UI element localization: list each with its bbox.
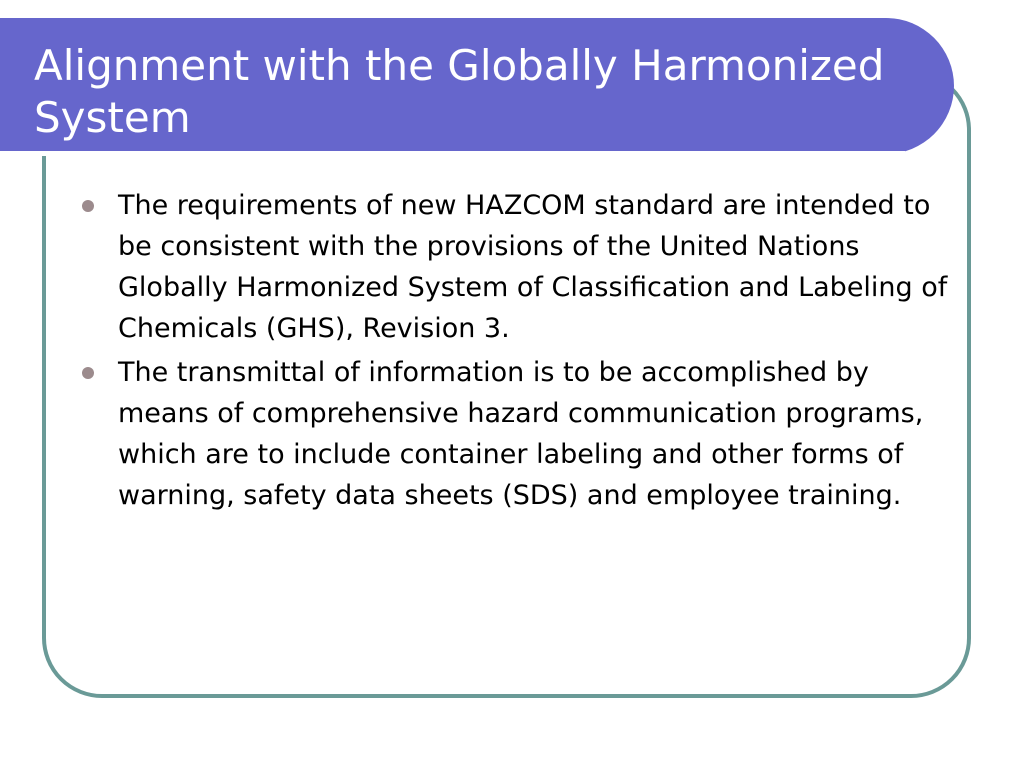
- slide-title: Alignment with the Globally Harmonized System: [34, 41, 885, 142]
- bullet-text: The transmittal of information is to be accomplished by means of comprehensive hazard communication programs, which are to include container labeling and other forms of warning, safety data sheets (SDS) and employee training.: [118, 357, 924, 511]
- bullet-item: [78, 185, 958, 349]
- title-underline: [0, 151, 905, 156]
- bullet-dot-icon: [82, 200, 94, 212]
- bullet-item: [78, 352, 958, 516]
- title-banner: [0, 18, 954, 154]
- bullet-list: [78, 185, 958, 519]
- bullet-dot-icon: [82, 367, 94, 379]
- bullet-text: The requirements of new HAZCOM standard are intended to be consistent with the provisions of the United Nations Globally Harmonized System of Classification and Labeling of Chemicals (GHS), Revision 3.: [118, 190, 948, 344]
